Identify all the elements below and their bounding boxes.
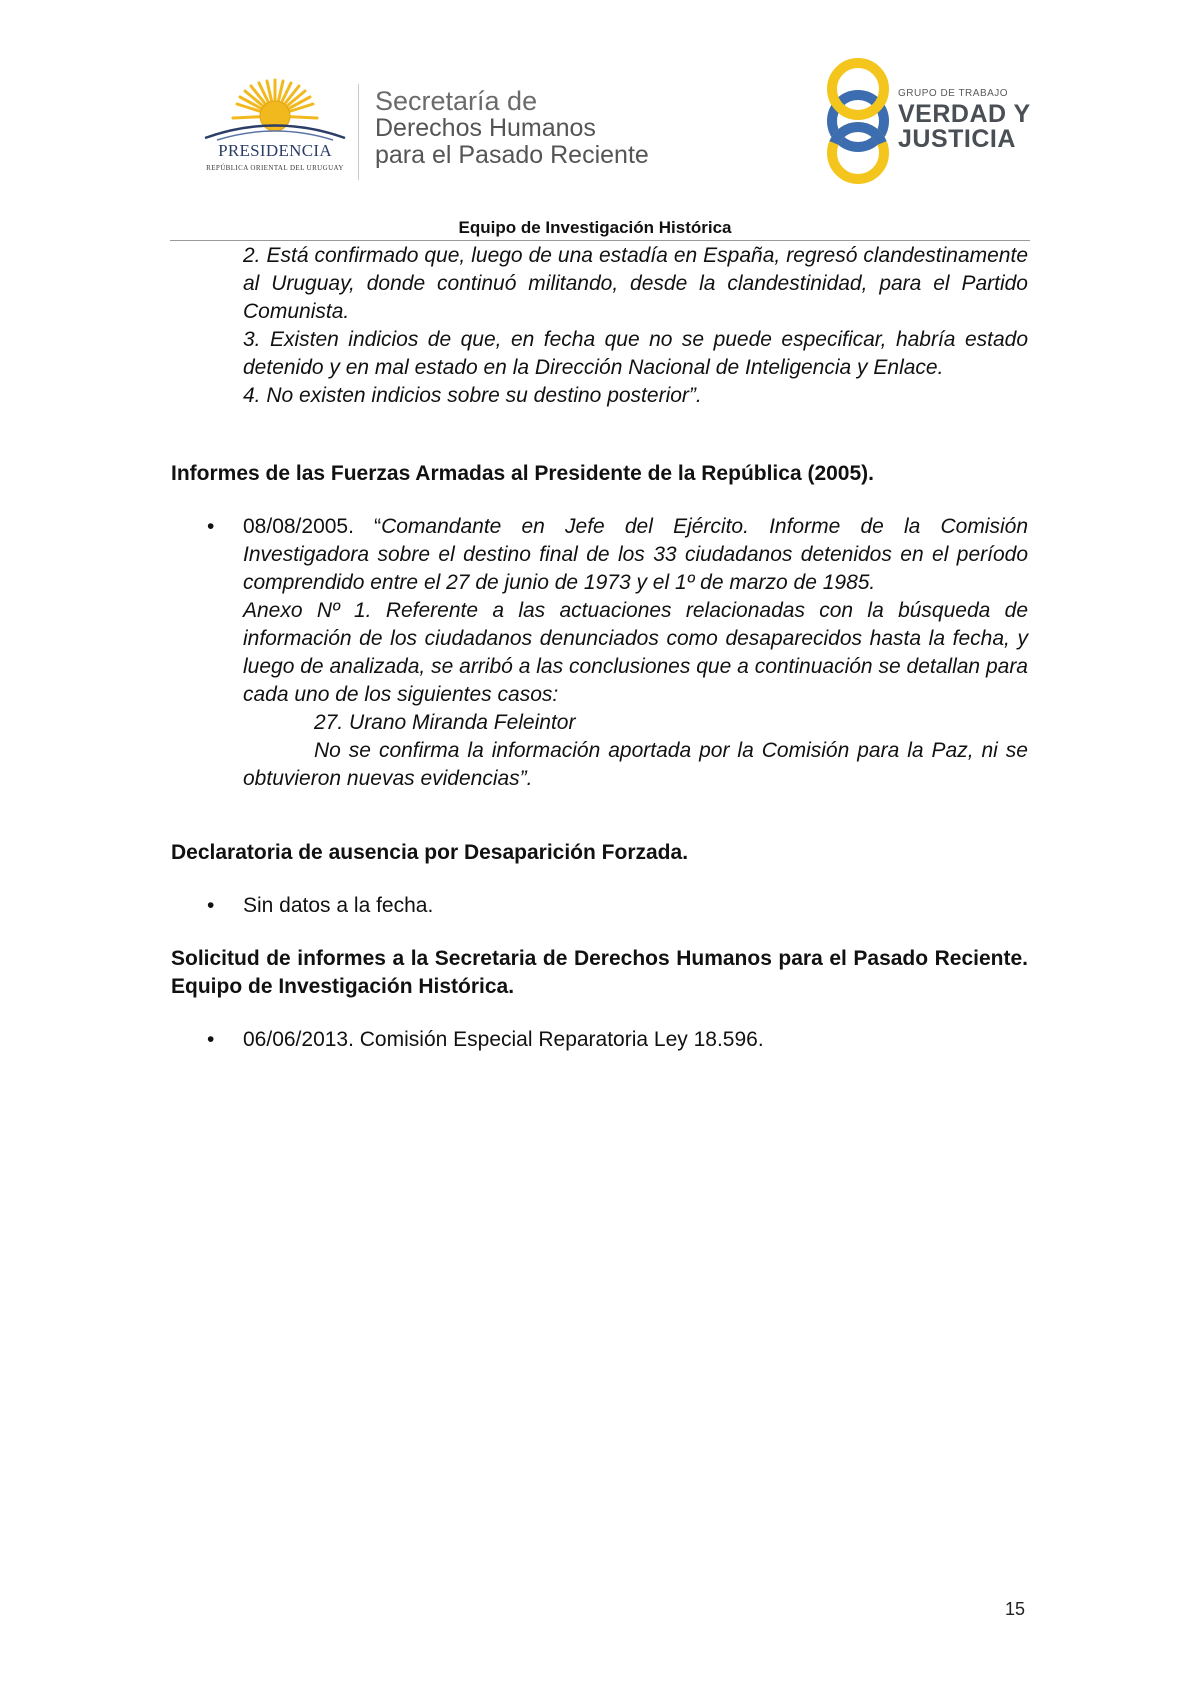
- header-subtitle: Equipo de Investigación Histórica: [458, 218, 732, 237]
- section-heading-fuerzas-armadas: Informes de las Fuerzas Armadas al Presidente de la República (2005).: [171, 462, 874, 485]
- presidencia-subtitle: REPÚBLICA ORIENTAL DEL URUGUAY: [206, 164, 344, 172]
- linked-rings-icon: [820, 55, 900, 185]
- page-header: [0, 0, 1190, 245]
- vj-small-label: GRUPO DE TRABAJO: [898, 88, 1009, 99]
- sun-of-may-icon: [195, 78, 355, 148]
- secretaria-line-3: para el Pasado Reciente: [375, 141, 649, 169]
- page-number: 15: [1005, 1599, 1026, 1619]
- secretaria-wordmark: [375, 88, 649, 169]
- list-item-informe-2005: [243, 513, 1028, 793]
- informe-conclusion: No se confirma la información aportada por la Comisión para la Paz, ni se obtuvieron nuevas evidencias”.: [243, 739, 1028, 790]
- informe-paragraph-1: [243, 513, 1028, 597]
- secretaria-line-2: Derechos Humanos: [375, 114, 596, 142]
- presidencia-logo: [195, 78, 355, 178]
- quote-point-4: 4. No existen indicios sobre su destino posterior”.: [243, 384, 702, 407]
- vj-title-line-1: VERDAD Y: [898, 100, 1031, 128]
- informe-title: Comandante en Jefe del Ejército. Informe de la Comisión Investigadora sobre el destino final de los 33 ciudadanos detenidos en el período comprendido entre el 27 de junio de 1973 y el 1º de marzo de 1985.: [243, 515, 1028, 594]
- bullet-icon: •: [207, 1028, 215, 1051]
- verdad-justicia-logo: [820, 55, 1030, 185]
- informe-annex: Anexo Nº 1. Referente a las actuaciones relacionadas con la búsqueda de información de los ciudadanos denunciados como desaparecidos hasta la fecha, y luego de analizada, se arribó a las conclusiones que a continuación se detallan para cada uno de los siguientes casos:: [243, 599, 1028, 706]
- presidencia-wordmark: PRESIDENCIA: [218, 141, 332, 160]
- section-heading-declaratoria: Declaratoria de ausencia por Desaparición Forzada.: [171, 841, 689, 864]
- secretaria-line-1: Secretaría de: [375, 86, 538, 116]
- list-item-sin-datos: Sin datos a la fecha.: [243, 894, 434, 917]
- bullet-icon: •: [207, 515, 215, 538]
- informe-case: 27. Urano Miranda Feleintor: [314, 711, 576, 734]
- informe-date: 08/08/2005. “: [243, 515, 382, 538]
- bullet-icon: •: [207, 894, 215, 917]
- list-item-comision-reparatoria: 06/06/2013. Comisión Especial Reparatoria Ley 18.596.: [243, 1028, 764, 1051]
- header-rule: [170, 240, 1030, 241]
- header-divider: [358, 84, 359, 180]
- quote-point-3: 3. Existen indicios de que, en fecha que no se puede especificar, habría estado detenido y en mal estado en la Dirección Nacional de Inteligencia y Enlace.: [243, 328, 1028, 379]
- quote-point-2: 2. Está confirmado que, luego de una estadía en España, regresó clandestinamente al Uruguay, donde continuó militando, desde la clandestinidad, para el Partido Comunista.: [243, 244, 1028, 323]
- section-heading-solicitud: Solicitud de informes a la Secretaria de Derechos Humanos para el Pasado Reciente. Equipo de Investigación Histórica.: [171, 947, 1028, 998]
- vj-title-line-2: JUSTICIA: [898, 125, 1016, 153]
- quote-continuation: [243, 242, 1028, 410]
